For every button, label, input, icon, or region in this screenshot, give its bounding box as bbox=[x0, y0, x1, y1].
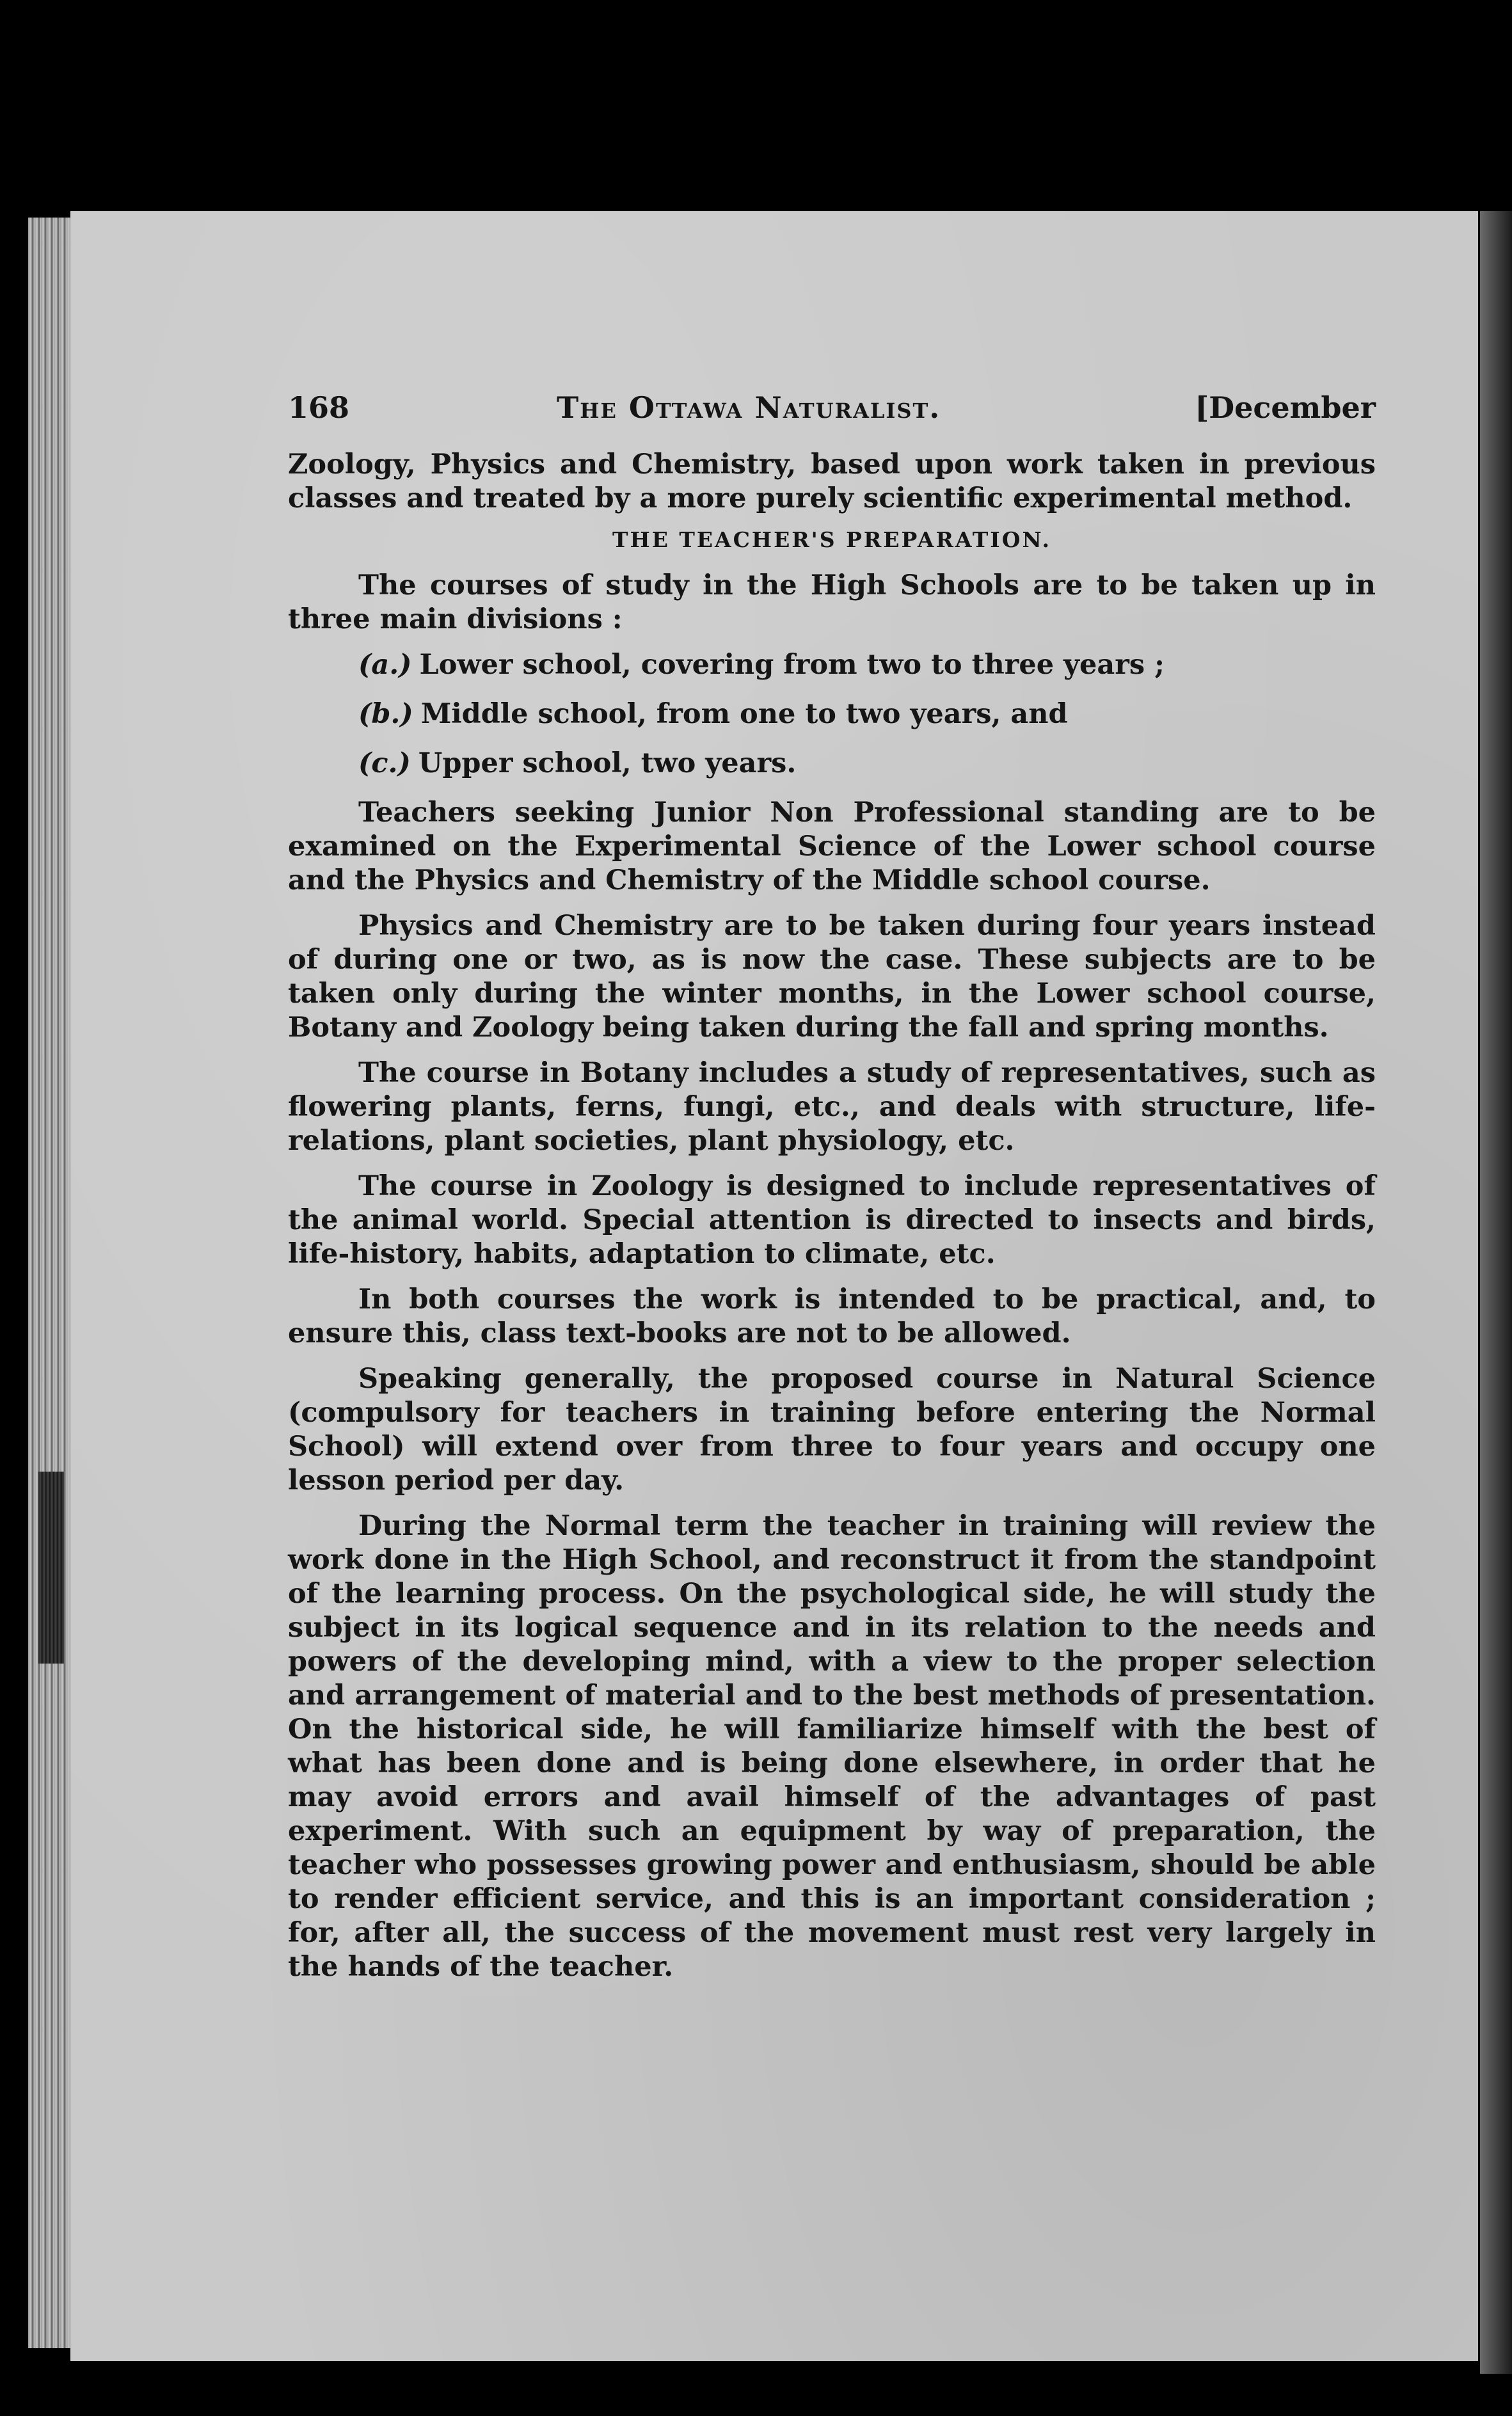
paragraph-physics-chemistry: Physics and Chemistry are to be taken during four years instead of during one or two, as is now the case. These subjects are to be taken only during the winter months, in the Lower school course, Botany and Zoology being taken during the fall and spring months. bbox=[288, 910, 1376, 1044]
division-text: Middle school, from one to two years, and bbox=[420, 698, 1068, 730]
paragraph-junior-standing: Teachers seeking Junior Non Professional standing are to be examined on the Experimental Science of the Lower school course and the Physics and Chemistry of the Middle school course. bbox=[288, 797, 1376, 896]
division-item-c bbox=[358, 747, 1376, 781]
issue-month: [December bbox=[1195, 390, 1376, 425]
paragraph-practical: In both courses the work is intended to be practical, and, to ensure this, class text-books are not to be allowed. bbox=[288, 1284, 1376, 1349]
paragraph-general: Speaking generally, the proposed course in Natural Science (compulsory for teachers in training before entering the Normal School) will extend over from three to four years and occupy one lesson period per day. bbox=[288, 1363, 1376, 1497]
paragraph-botany: The course in Botany includes a study of representatives, such as flowering plants, ferns, fungi, etc., and deals with structure, life-relations, plant societies, plant physiology, etc. bbox=[288, 1057, 1376, 1157]
paragraph-normal-term: During the Normal term the teacher in training will review the work done in the High School, and reconstruct it from the standpoint of the learning process. On the psychological side, he will study the subject in its logical sequence and in its relation to the needs and powers of the developing mind, with a view to the proper selection and arrangement of material and to the best methods of presentation. On the historical side, he will familiarize himself with the best of what has been done and is being done elsewhere, in order that he may avoid errors and avail himself of the advantages of past experiment. With such an equipment by way of preparation, the teacher who possesses growing power and enthusiasm, should be able to render efficient service, and this is an important consideration ; for, after all, the success of the movement must rest very largely in the hands of the teacher. bbox=[288, 1510, 1376, 1983]
division-text: Lower school, covering from two to three years ; bbox=[419, 649, 1165, 681]
division-marker: (b.) bbox=[358, 698, 413, 730]
page-content bbox=[288, 390, 1376, 1996]
division-marker: (c.) bbox=[358, 747, 411, 779]
book-spine bbox=[1480, 211, 1512, 2374]
journal-title: The Ottawa Naturalist. bbox=[557, 390, 941, 425]
lead-paragraph: The courses of study in the High Schools are to be taken up in three main divisions : bbox=[288, 569, 1376, 635]
division-item-b bbox=[358, 697, 1376, 731]
division-text: Upper school, two years. bbox=[418, 747, 797, 779]
page-number: 168 bbox=[288, 390, 350, 425]
intro-paragraph: Zoology, Physics and Chemistry, based upon work taken in previous classes and treated by a more purely scientific experimental method. bbox=[288, 449, 1376, 514]
page-edges-shadow bbox=[38, 1472, 64, 1664]
section-heading: THE TEACHER'S PREPARATION. bbox=[612, 527, 1052, 552]
running-head bbox=[288, 390, 1376, 448]
paragraph-zoology: The course in Zoology is designed to include representatives of the animal world. Special attention is directed to insects and birds, life-history, habits, adaptation to climate, etc. bbox=[288, 1170, 1376, 1270]
page-edges bbox=[28, 218, 73, 2348]
division-marker: (a.) bbox=[358, 649, 412, 681]
division-item-a bbox=[358, 648, 1376, 682]
